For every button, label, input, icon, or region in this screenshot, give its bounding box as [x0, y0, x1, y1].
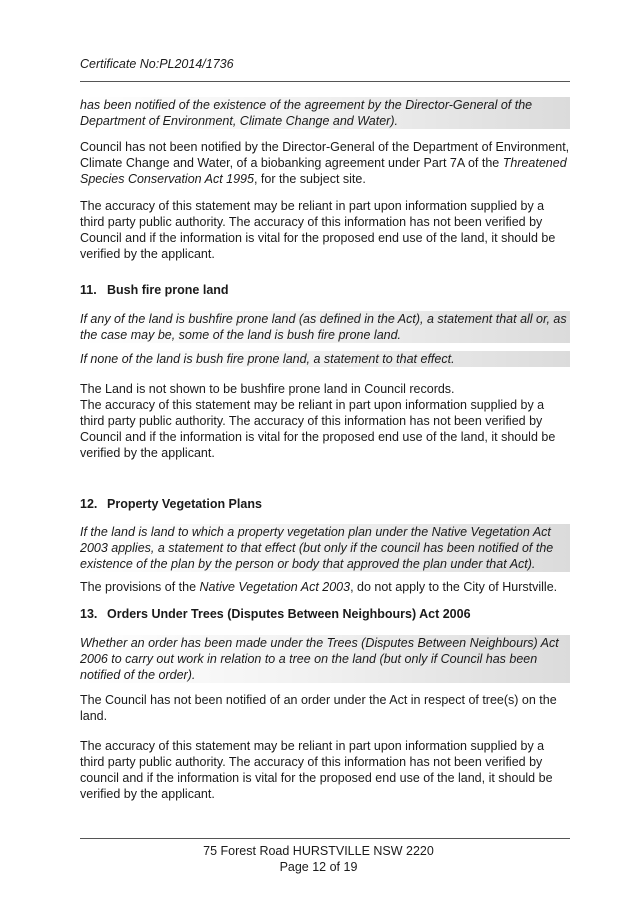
section-13-heading — [80, 607, 471, 621]
section-11-heading — [80, 283, 229, 297]
section-12-heading — [80, 497, 262, 511]
section-12-quote: If the land is land to which a property vegetation plan under the Native Vegetation Act 2003 applies, a statement to that effect (but only if the council has been notified of the existence of the plan by the person or body that approved the plan under that Act). — [80, 524, 570, 572]
section-11-number: 11. — [80, 283, 97, 297]
section-13-title: Orders Under Trees (Disputes Between Neighbours) Act 2006 — [107, 607, 471, 621]
intro-response-before: Council has not been notified by the Director-General of the Department of Environment, Climate Change and Water, of a biobanking agreement under Part 7A of the — [80, 140, 570, 170]
section-13-accuracy: The accuracy of this statement may be reliant in part upon information supplied by a third party public authority. The accuracy of this information has not been verified by council and if the information is vital for the proposed end use of the land, it should be verified by the applicant. — [80, 739, 553, 801]
footer-rule — [80, 838, 570, 839]
section-12-response-after: , do not apply to the City of Hurstville. — [350, 580, 558, 594]
intro-quote: has been notified of the existence of the agreement by the Director-General of the Department of Environment, Climate Change and Water). — [80, 97, 570, 129]
section-11-accuracy: The accuracy of this statement may be reliant in part upon information supplied by a third party public authority. The accuracy of this information has not been verified by Council and if the information is vital for the proposed end use of the land, it should be verified by the applicant. — [80, 398, 556, 460]
intro-accuracy: The accuracy of this statement may be reliant in part upon information supplied by a third party public authority. The accuracy of this information has not been verified by Council and if the information is vital for the proposed end use of the land, it should be verified by the applicant. — [80, 199, 556, 261]
section-12-response — [80, 579, 570, 595]
section-12-number: 12. — [80, 497, 98, 511]
section-13-quote: Whether an order has been made under the Trees (Disputes Between Neighbours) Act 2006 to carry out work in relation to a tree on the land (but only if Council has been notified of the order). — [80, 635, 570, 683]
section-11-quote-1: If any of the land is bushfire prone land (as defined in the Act), a statement that all or, as the case may be, some of the land is bush fire prone land. — [80, 311, 570, 343]
certificate-number: Certificate No:PL2014/1736 — [80, 57, 234, 71]
page-number: Page 12 of 19 — [279, 860, 358, 874]
section-13-response: The Council has not been notified of an order under the Act in respect of tree(s) on the land. — [80, 693, 557, 723]
section-12-response-act: Native Vegetation Act 2003 — [199, 580, 351, 594]
intro-response-after: , for the subject site. — [253, 172, 366, 186]
footer-address: 75 Forest Road HURSTVILLE NSW 2220 — [203, 844, 434, 858]
intro-response-act: Threatened Species Conservation Act 1995 — [80, 156, 567, 186]
section-12-title: Property Vegetation Plans — [107, 497, 262, 511]
header-rule — [80, 81, 570, 82]
section-12-response-before: The provisions of the — [80, 580, 200, 594]
section-11-quote-2: If none of the land is bush fire prone land, a statement to that effect. — [80, 351, 570, 367]
section-11-title: Bush fire prone land — [107, 283, 229, 297]
section-13-number: 13. — [80, 607, 98, 621]
section-11-response: The Land is not shown to be bushfire prone land in Council records. — [80, 382, 455, 396]
intro-response — [80, 139, 570, 187]
